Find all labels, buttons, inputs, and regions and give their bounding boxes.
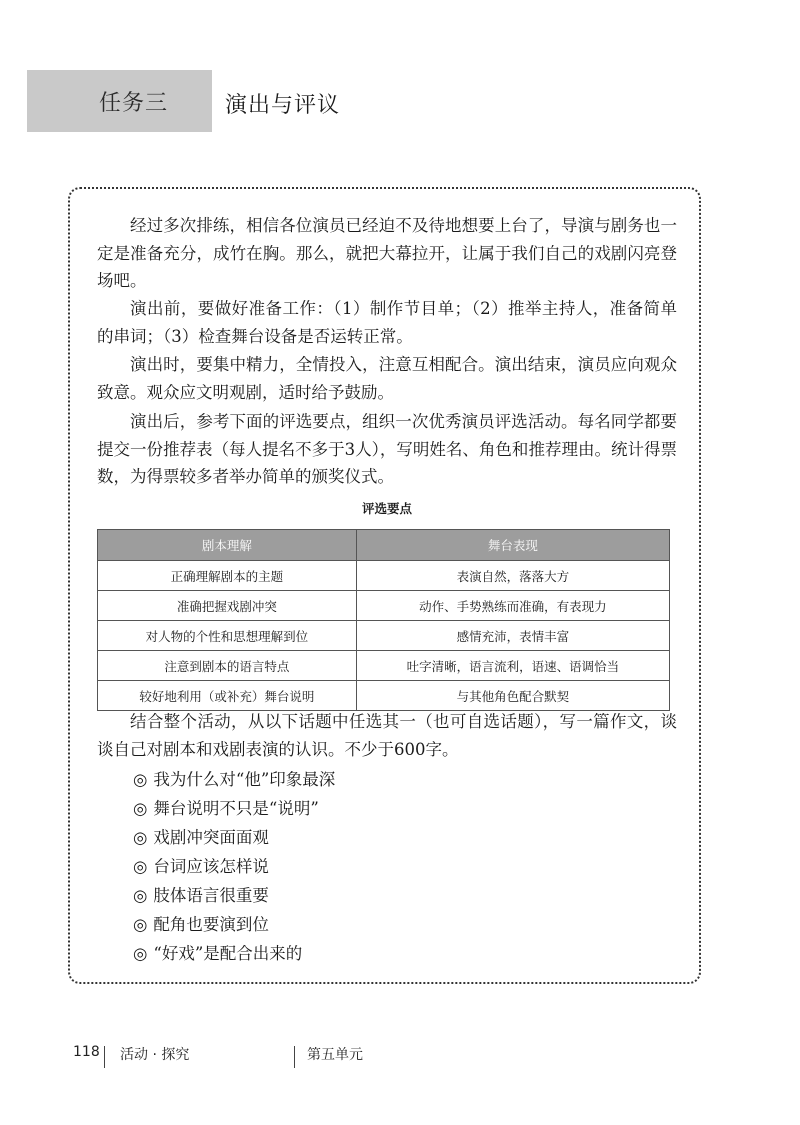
circle-marker-icon: ◎ xyxy=(133,857,148,876)
task-banner xyxy=(27,70,212,132)
header-stage-performance: 舞台表现 xyxy=(356,530,669,561)
table-cell: 吐字清晰，语言流利，语速、语调恰当 xyxy=(356,651,669,681)
topic-text: 舞台说明不只是“说明” xyxy=(153,799,319,818)
intro-paragraph: 经过多次排练，相信各位演员已经迫不及待地想要上台了，导演与剧务也一定是准备充分，成竹在胸。那么，就把大幕拉开，让属于我们自己的戏剧闪亮登场吧。 xyxy=(97,216,677,290)
table-cell: 感情充沛，表情丰富 xyxy=(356,621,669,651)
header-script-understanding: 剧本理解 xyxy=(98,530,357,561)
criteria-table xyxy=(97,529,670,711)
topic-text: 戏剧冲突面面观 xyxy=(153,828,269,847)
after-performance-paragraph: 演出后，参考下面的评选要点，组织一次优秀演员评选活动。每名同学都要提交一份推荐表（每人提名不多于3人），写明姓名、角色和推荐理由。统计得票数，为得票较多者举办简单的颁奖仪式。 xyxy=(97,412,677,486)
table-cell: 正确理解剧本的主题 xyxy=(98,561,357,591)
task-label: 任务三 xyxy=(99,91,169,116)
table-row xyxy=(98,681,670,711)
list-item xyxy=(133,765,335,794)
table-row xyxy=(98,561,670,591)
table-row xyxy=(98,651,670,681)
list-item xyxy=(133,910,335,939)
topic-text: 肢体语言很重要 xyxy=(153,886,269,905)
table-cell: 与其他角色配合默契 xyxy=(356,681,669,711)
table-row xyxy=(98,621,670,651)
table-cell: 较好地利用（或补充）舞台说明 xyxy=(98,681,357,711)
list-item xyxy=(133,794,335,823)
footer-divider xyxy=(104,1046,105,1068)
during-performance-paragraph: 演出时，要集中精力，全情投入，注意互相配合。演出结束，演员应向观众致意。观众应文明观剧，适时给予鼓励。 xyxy=(97,355,677,402)
circle-marker-icon: ◎ xyxy=(133,770,148,789)
before-performance-paragraph: 演出前，要做好准备工作：（1）制作节目单；（2）推举主持人，准备简单的串词；（3）检查舞台设备是否运转正常。 xyxy=(97,299,677,346)
footer-unit: 第五单元 xyxy=(307,1047,363,1063)
topic-text: 我为什么对“他”印象最深 xyxy=(153,770,336,789)
list-item xyxy=(133,852,335,881)
footer-divider xyxy=(294,1046,295,1068)
topic-text: 台词应该怎样说 xyxy=(153,857,269,876)
list-item xyxy=(133,823,335,852)
table-header-row xyxy=(98,530,670,561)
table-row xyxy=(98,591,670,621)
footer-section: 活动 · 探究 xyxy=(120,1047,190,1063)
table-cell: 准确把握戏剧冲突 xyxy=(98,591,357,621)
circle-marker-icon: ◎ xyxy=(133,915,148,934)
circle-marker-icon: ◎ xyxy=(133,799,148,818)
table-cell: 动作、手势熟练而准确，有表现力 xyxy=(356,591,669,621)
table-cell: 表演自然，落落大方 xyxy=(356,561,669,591)
table-cell: 对人物的个性和思想理解到位 xyxy=(98,621,357,651)
topic-list xyxy=(133,765,335,968)
circle-marker-icon: ◎ xyxy=(133,886,148,905)
topic-text: 配角也要演到位 xyxy=(153,915,269,934)
table-cell: 注意到剧本的语言特点 xyxy=(98,651,357,681)
list-item xyxy=(133,939,335,968)
topic-text: “好戏”是配合出来的 xyxy=(153,944,303,963)
table-caption: 评选要点 xyxy=(361,501,412,516)
circle-marker-icon: ◎ xyxy=(133,944,148,963)
writing-task-paragraph: 结合整个活动，从以下话题中任选其一（也可自选话题），写一篇作文，谈谈自己对剧本和戏剧表演的认识。不少于600字。 xyxy=(97,712,677,759)
circle-marker-icon: ◎ xyxy=(133,828,148,847)
page-number: 118 xyxy=(73,1044,100,1060)
task-title: 演出与评议 xyxy=(225,93,341,118)
list-item xyxy=(133,881,335,910)
